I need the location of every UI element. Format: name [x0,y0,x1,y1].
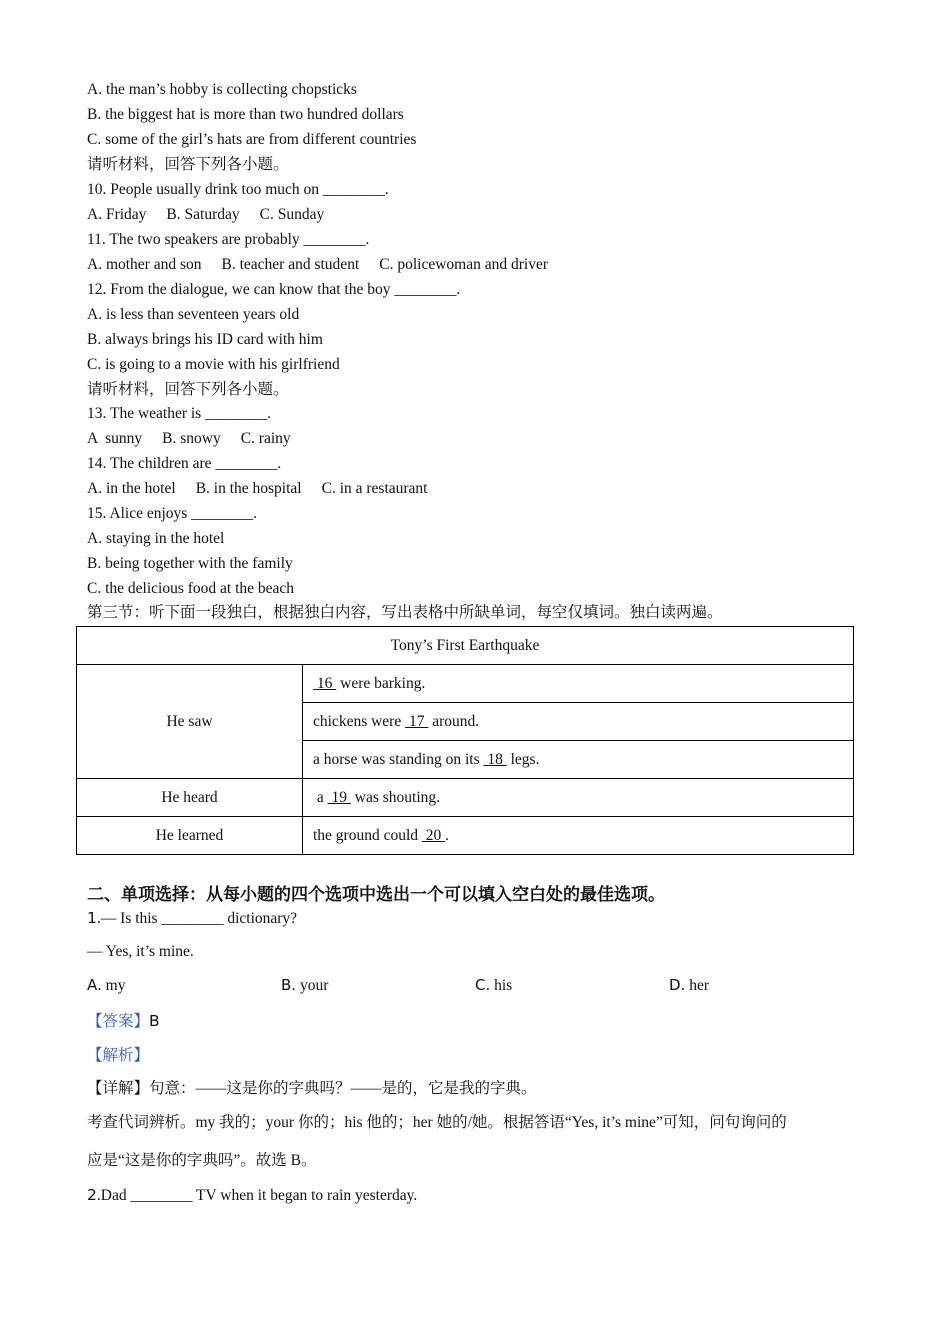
blank-18: 18 [483,750,507,768]
q15-option-c: C. the delicious food at the beach [87,580,295,597]
row-20-after: . [445,826,450,844]
q10-option-a: A. Friday [87,206,147,223]
table-row-19 [303,779,854,817]
row-20-before: the ground could [313,826,422,844]
q1-number: 1 [87,909,97,927]
row-19-before: a [313,788,328,806]
row-17-before: chickens were [313,712,406,730]
q1-option-c [475,976,512,995]
q1-option-c-text: his [490,977,513,994]
q14-options [87,479,428,499]
q10-option-c: C. Sunday [259,206,325,223]
question-13: 13. The weather is ________. [87,405,271,422]
q14-option-c: C. in a restaurant [321,480,428,497]
q1-option-a [87,976,125,995]
q13-option-a: A sunny [87,430,143,447]
question-14: 14. The children are ________. [87,455,282,472]
q1-option-b [281,976,328,995]
table-row-17 [303,703,854,741]
q9-option-b: B. the biggest hat is more than two hundred dollars [87,106,404,123]
question-12: 12. From the dialogue, we can know that the boy ________. [87,281,461,298]
q10-option-b: B. Saturday [166,206,240,223]
q11-option-c: C. policewoman and driver [379,256,548,273]
q1-option-d [669,976,709,995]
q11-options [87,255,548,275]
row-17-after: around. [428,712,480,730]
q13-option-b: B. snowy [162,430,221,447]
q1-option-d-text: her [685,977,709,994]
section2-heading: 二、单项选择：从每小题的四个选项中选出一个可以填入空白处的最佳选项。 [87,885,665,905]
blank-17: 17 [405,712,429,730]
question-2 [87,1185,417,1206]
q1-reply: — Yes, it’s mine. [87,943,194,960]
q12-option-b: B. always brings his ID card with him [87,331,323,348]
row-18-before: a horse was standing on its [313,750,484,768]
row-19-after: was shouting. [350,788,441,806]
explanation-line-2: 应是“这是你的字典吗”。故选 B。 [87,1152,317,1169]
q13-option-c: C. rainy [240,430,291,447]
q1-option-b-text: your [296,977,329,994]
row-18-after: legs. [506,750,540,768]
section3-instruction: 第三节：听下面一段独白，根据独白内容，写出表格中所缺单词，每空仅填词。独白读两遍。 [87,604,723,621]
q15-option-b: B. being together with the family [87,555,293,572]
answer-line [87,1011,160,1032]
explanation-line-1: 考查代词辨析。my 我的；your 你的；his 他的；her 她的/她。根据答语“Yes, it’s mine”可知，问句询问的 [87,1114,787,1131]
q11-option-b: B. teacher and student [221,256,360,273]
blank-16: 16 [313,674,337,692]
q10-options [87,205,324,225]
analysis-tag: 【解析】 [87,1046,150,1064]
q2-number: 2 [87,1186,97,1204]
answer-value: B [149,1012,160,1030]
table-title: Tony’s First Earthquake [77,627,854,665]
question-15: 15. Alice enjoys ________. [87,505,258,522]
blank-20: 20 [421,826,446,844]
q1-option-d-letter: D. [669,976,686,994]
q9-option-c: C. some of the girl’s hats are from different countries [87,131,417,148]
q12-option-c: C. is going to a movie with his girlfriend [87,356,340,373]
table-row-16 [303,665,854,703]
q13-options [87,429,291,449]
blank-19: 19 [327,788,351,806]
question-10: 10. People usually drink too much on ________. [87,181,389,198]
q1-option-a-letter: A. [87,976,102,994]
he-learned-label: He learned [77,817,303,855]
q2-text: .Dad ________ TV when it began to rain yesterday. [96,1187,418,1204]
q11-option-a: A. mother and son [87,256,202,273]
row-16-text: were barking. [336,674,426,692]
instruction-2: 请听材料，回答下列各小题。 [87,381,289,398]
q1-option-c-letter: C. [475,976,491,994]
answer-tag: 【答案】 [87,1012,150,1030]
question-11: 11. The two speakers are probably ________. [87,231,370,248]
instruction-1: 请听材料，回答下列各小题。 [87,156,289,173]
q12-option-a: A. is less than seventeen years old [87,306,300,323]
q14-option-a: A. in the hotel [87,480,176,497]
q9-option-a: A. the man’s hobby is collecting chopsticks [87,81,357,98]
q1-option-b-letter: B. [281,976,297,994]
question-1 [87,908,297,929]
earthquake-table [76,626,854,855]
q1-option-a-text: my [101,977,126,994]
he-heard-label: He heard [77,779,303,817]
table-row-20 [303,817,854,855]
q14-option-b: B. in the hospital [195,480,302,497]
detail-line: 【详解】句意：——这是你的字典吗？——是的，它是我的字典。 [87,1080,537,1097]
he-saw-label: He saw [77,665,303,779]
table-row-18 [303,741,854,779]
q1-text: .— Is this ________ dictionary? [96,910,298,927]
q15-option-a: A. staying in the hotel [87,530,225,547]
